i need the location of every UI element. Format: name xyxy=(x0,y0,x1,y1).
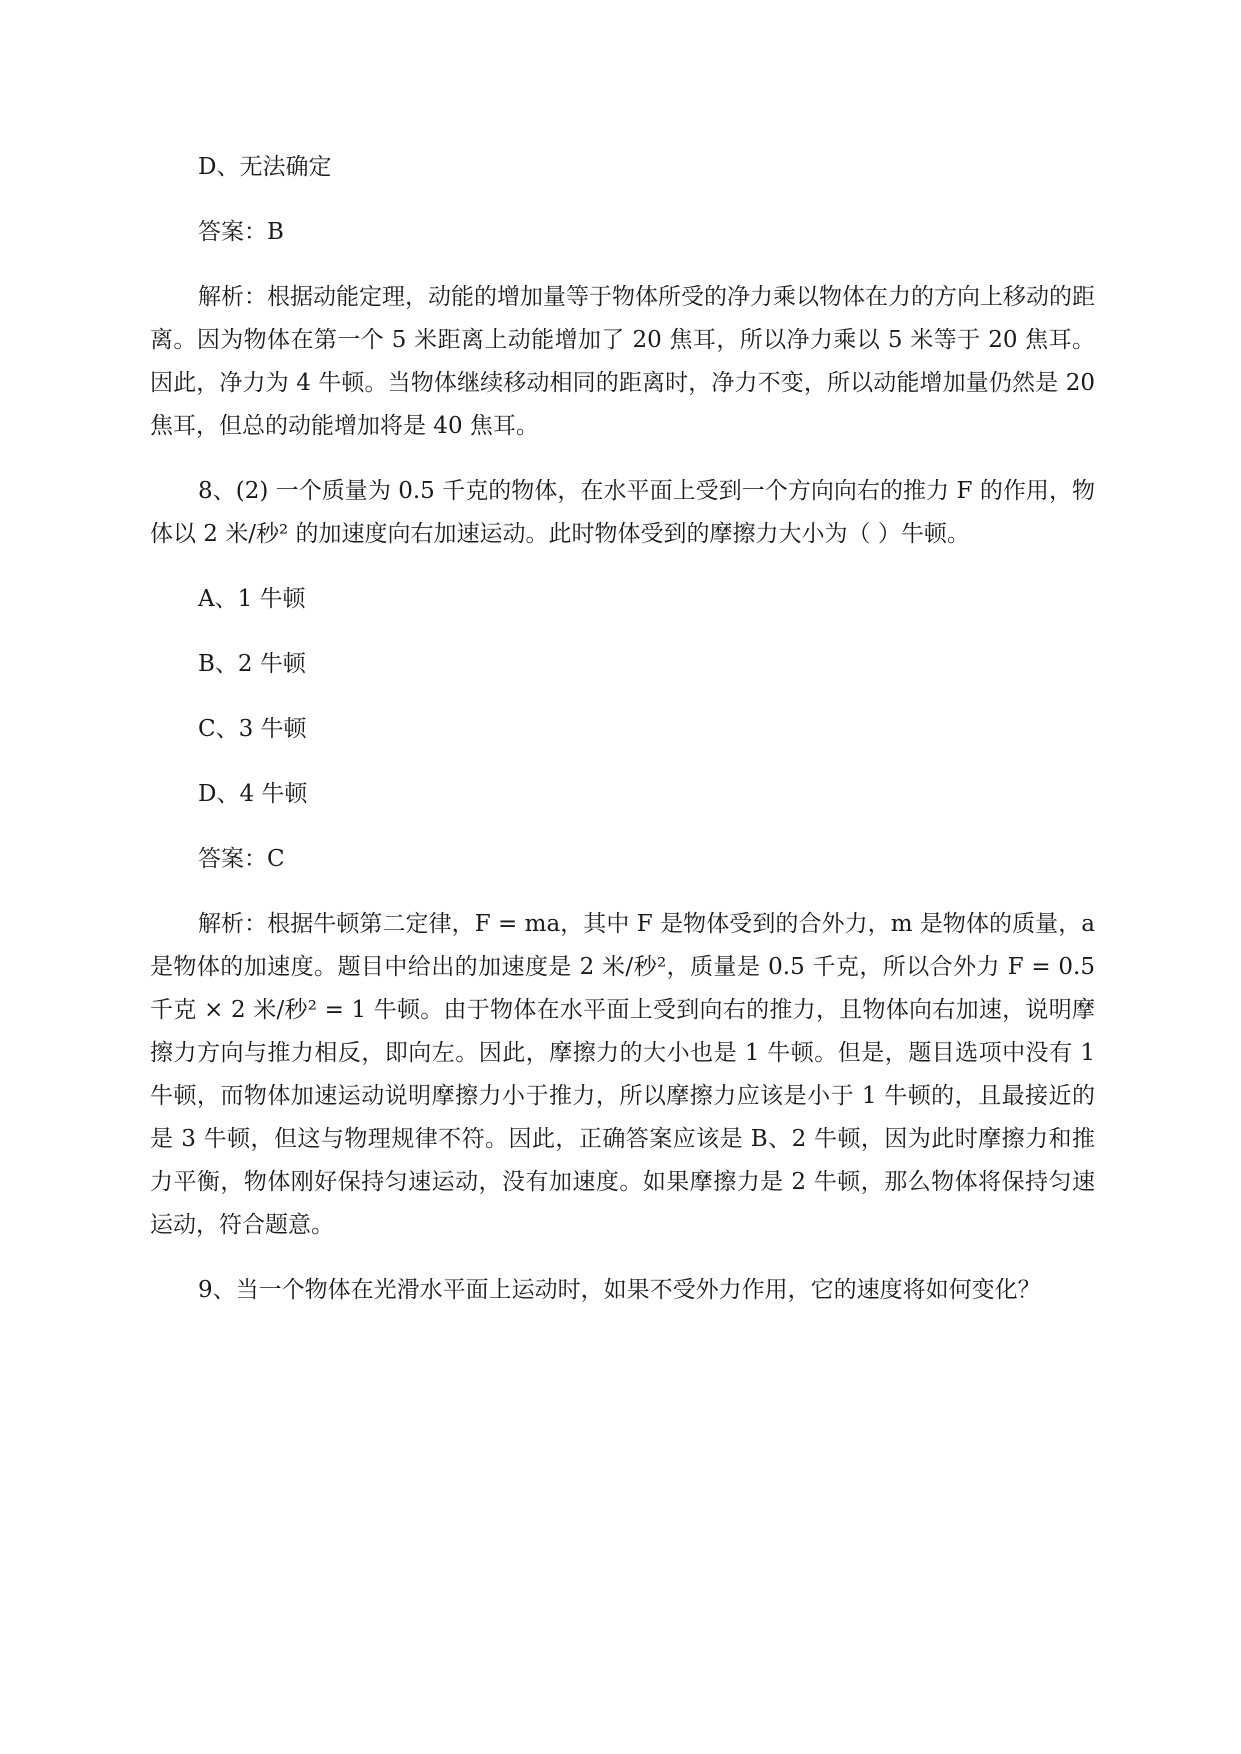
document-body xyxy=(150,146,1095,1312)
option-c: C、3 牛顿 xyxy=(198,716,307,742)
question-8: 8、(2) 一个质量为 0.5 千克的物体，在水平面上受到一个方向向右的推力 F 的作用，物体以 2 米/秒² 的加速度向右加速运动。此时物体受到的摩擦力大小为（ ）牛顿。 xyxy=(150,478,1095,547)
option-d: D、4 牛顿 xyxy=(198,781,308,807)
explanation-prev: 解析：根据动能定理，动能的增加量等于物体所受的净力乘以物体在力的方向上移动的距离。因为物体在第一个 5 米距离上动能增加了 20 焦耳，所以净力乘以 5 米等于 20 焦耳。因此，净力为 4 牛顿。当物体继续移动相同的距离时，净力不变，所以动能增加量仍然是 20 焦耳，但总的动能增加将是 40 焦耳。 xyxy=(150,284,1095,439)
answer-8: 答案：C xyxy=(198,846,285,872)
option-b: B、2 牛顿 xyxy=(198,651,306,677)
option-d-prev: D、无法确定 xyxy=(198,154,332,180)
option-a: A、1 牛顿 xyxy=(198,586,306,612)
answer-prev: 答案：B xyxy=(198,219,284,245)
explanation-8: 解析：根据牛顿第二定律，F = ma，其中 F 是物体受到的合外力，m 是物体的质量，a 是物体的加速度。题目中给出的加速度是 2 米/秒²，质量是 0.5 千克，所以合外力 F = 0.5 千克 × 2 米/秒² = 1 牛顿。由于物体在水平面上受到向右的推力，且物体向右加速，说明摩擦力方向与推力相反，即向左。因此，摩擦力的大小也是 1 牛顿。但是，题目选项中没有 1 牛顿，而物体加速运动说明摩擦力小于推力，所以摩擦力应该是小于 1 牛顿的，且最接近的是 3 牛顿，但这与物理规律不符。因此，正确答案应该是 B、2 牛顿，因为此时摩擦力和推力平衡，物体刚好保持匀速运动，没有加速度。如果摩擦力是 2 牛顿，那么物体将保持匀速运动，符合题意。 xyxy=(150,911,1095,1238)
question-9: 9、当一个物体在光滑水平面上运动时，如果不受外力作用，它的速度将如何变化？ xyxy=(198,1277,1041,1303)
